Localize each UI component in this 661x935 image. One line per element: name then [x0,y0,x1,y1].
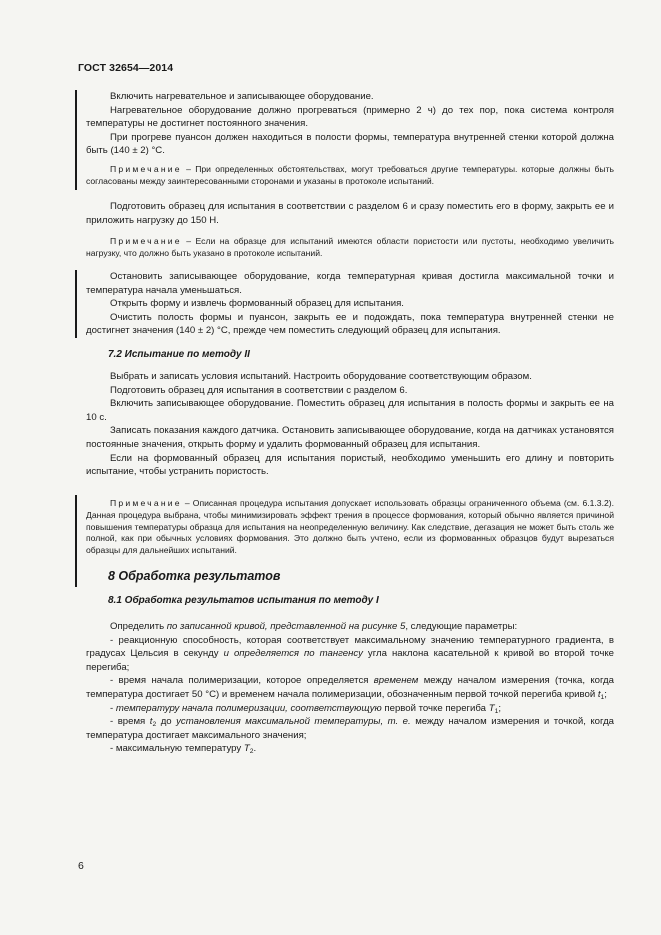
paragraph: Выбрать и записать условия испытаний. Настроить оборудование соответствующим образом. [110,371,532,382]
change-bar [75,270,77,338]
text-run: ; [498,702,501,714]
paragraph: Если на формованный образец для испытания пористый, необходимо уменьшить его длину и повторить испытание, чтобы устранить пористость. [86,452,614,478]
note-2 [86,236,614,260]
paragraph: Очистить полость формы и пуансон, закрыть ее и подождать, пока температура внутренней стенки не достигнет значения (140 ± 2) °C, прежде чем поместить следующий образец для испытания. [86,311,614,337]
paragraph: Нагревательное оборудование должно прогреваться (примерно 2 ч) до тех пор, пока система контроля температуры не достигнет постоянного значения. [86,104,614,130]
subscript: 1 [600,693,605,701]
text-run: - реакционную способность, которая соответствует максимальному значению температурного градиента, в градусах Цельсия в секунду [86,634,614,660]
list-item [86,715,614,742]
text-run: . [253,743,257,755]
text-run: угла наклона касательной к кривой во второй точке перегиба; [86,648,614,673]
note-label: Примечание [110,164,182,174]
text-run: первой точке перегиба [381,702,489,714]
symbol: T [488,702,495,714]
note-label: Примечание [110,498,182,508]
list-item [86,674,614,701]
text-run-italic: и определяется по тангенсу [223,648,363,660]
subscript: 1 [494,707,499,715]
list-item [86,742,614,756]
text-run: , следующие параметры: [405,621,518,632]
subscript: 2 [249,748,254,756]
paragraph: Включить записывающее оборудование. Поместить образец для испытания в полость формы и закрыть ее на 10 с. [86,398,614,423]
text-run-italic: установления максимальной температуры, т. е. [176,716,411,728]
note-text: – При определенных обстоятельствах, могут требоваться другие температуры. которые должны быть согласованы между заинтересованными сторонами и указаны в протоколе испытаний. [86,164,614,186]
text-run-italic: температуру начала полимеризации, соответствующую [115,702,382,714]
paragraph [86,620,614,634]
procedure-block-1 [86,90,614,158]
list-item [86,634,614,675]
symbol: t [597,688,601,700]
text-run: ; [604,688,607,700]
note-text: – Описанная процедура испытания допускает использовать образцы ограниченного объема (см. 6.1.3.2). Данная процедура выбрана, чтобы минимизировать эффект трения в процессе формования, который обычно является причиной повышения температуры образца для испытания на неопределенную величину. Как следствие, дегазация не может быть столь же полной, как при обычных условиях формования. Это должно быть учтено, если из формованных образцов будут вырезаться образцы для дальнейших испытаний. [86,498,614,556]
note-1 [86,164,614,188]
section-7-2-heading: 7.2 Испытание по методу II [108,349,250,360]
paragraph: Открыть форму и извлечь формованный образец для испытания. [110,298,404,310]
paragraph: Остановить записывающее оборудование, когда температурная кривая достигла максимальной точки и температура начала уменьшаться. [86,271,614,296]
change-bar [75,495,77,587]
symbol: T [243,743,250,755]
text-run: между началом измерения (точка, когда температура достигает 50 °C) и временем начала полимеризации, обозначенным первой точкой перегиба кривой [86,675,614,700]
text-run-italic: временем [373,675,419,687]
subscript: 2 [152,721,157,729]
section-8-1-heading: 8.1 Обработка результатов испытания по методу I [108,595,379,606]
section-8-heading: 8 Обработка результатов [108,569,281,583]
procedure-block-2 [86,200,614,227]
paragraph: Подготовить образец для испытания в соответствии с разделом 6. [110,384,408,396]
text-run: Определить [110,621,167,632]
procedure-block-4 [86,370,614,479]
text-run-italic: по записанной кривой, представленной на рисунке 5 [166,621,406,632]
text-run: - время [110,716,150,728]
results-block [86,620,614,756]
list-item [86,702,614,716]
standard-header: ГОСТ 32654—2014 [78,62,174,74]
text-run: между началом измерения и точкой, когда температура достигает максимального значения; [86,716,615,741]
procedure-block-3 [86,270,614,338]
text-run: - [110,702,116,714]
paragraph: Включить нагревательное и записывающее оборудование. [110,91,374,102]
text-run: - максимальную температуру [110,743,244,755]
paragraph: Подготовить образец для испытания в соответствии с разделом 6 и сразу поместить его в форму, закрыть ее и приложить нагрузку до 150 Н. [86,201,614,226]
text-run: - время начала полимеризации, которое определяется [110,675,374,687]
paragraph: Записать показания каждого датчика. Остановить записывающее оборудование, когда на датчиках установятся постоянные значения, открыть форму и удалить формованный образец для испытания. [86,425,614,450]
symbol: t [149,716,153,728]
note-label: Примечание [110,236,182,246]
page-number: 6 [78,860,84,872]
text-run: до [156,716,177,728]
paragraph: При прогреве пуансон должен находиться в полости формы, температура внутренней стенки которой должна быть (140 ± 2) °C. [86,131,614,157]
note-text: – Если на образце для испытаний имеются области пористости или пустоты, необходимо увеличить нагрузку, что должно быть указано в протоколе испытаний. [86,236,614,258]
change-bar [75,90,77,190]
note-3 [86,498,614,557]
